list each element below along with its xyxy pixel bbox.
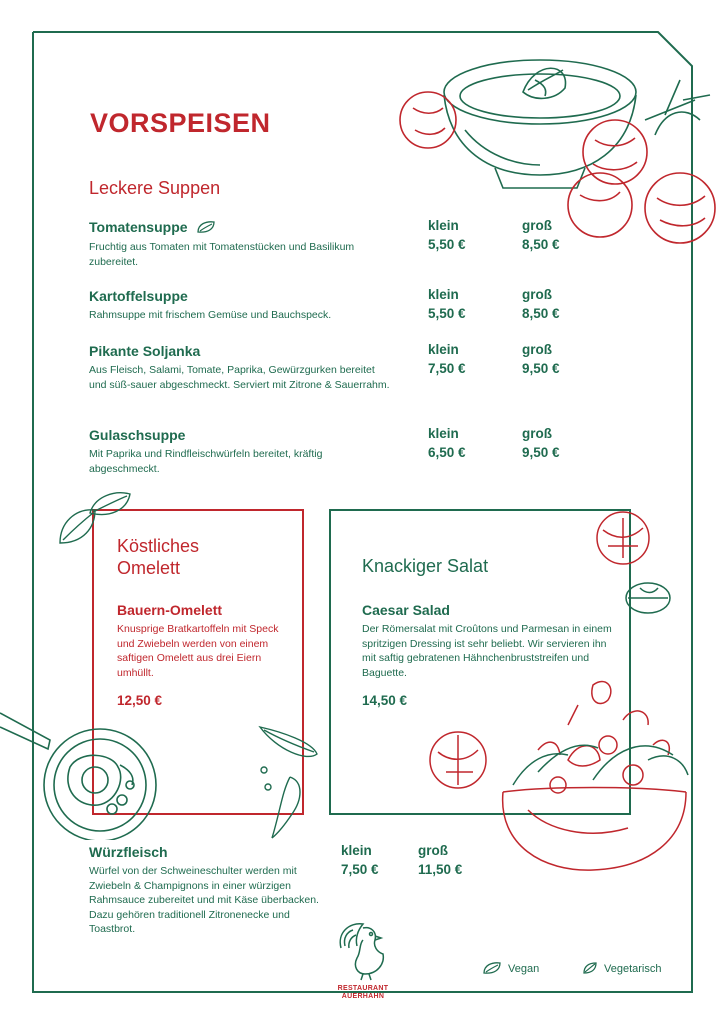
dish-description: Würfel von der Schweineschulter werden mit Zwiebeln & Champignons in einer würzigen Rahmsauce zubereitet und mit Käse überbacken. Dazu gehören traditionell Zitronenecke und Toastbrot. [89, 865, 319, 936]
label-small: klein [428, 218, 459, 233]
auerhahn-logo [333, 918, 393, 982]
heading-line: Köstliches [117, 536, 200, 556]
legend-vegetarian-label: Vegetarisch [604, 963, 662, 975]
label-large: groß [522, 287, 552, 302]
price-large: 9,50 € [522, 361, 560, 376]
logo-text [323, 985, 403, 1001]
garlic-chili-illustration [252, 722, 327, 842]
price-large: 8,50 € [522, 237, 560, 252]
legend-vegan-label: Vegan [508, 963, 540, 975]
logo-line-restaurant: RESTAURANT [337, 985, 389, 992]
price-small: 7,50 € [341, 862, 379, 877]
basil-illustration [55, 488, 135, 553]
price-large: 11,50 € [418, 862, 463, 877]
price-large: 8,50 € [522, 306, 560, 321]
price-small: 7,50 € [428, 361, 466, 376]
price-small: 6,50 € [428, 445, 466, 460]
label-large: groß [522, 426, 552, 441]
label-small: klein [428, 342, 459, 357]
vegan-leaf-icon [482, 961, 502, 975]
dish-name: Pikante Soljanka [89, 343, 201, 359]
dish-name: Würzfleisch [89, 844, 168, 860]
label-small: klein [428, 426, 459, 441]
frying-pan-illustration [0, 705, 175, 840]
section-heading-salad: Knackiger Salat [362, 556, 489, 576]
label-large: groß [522, 342, 552, 357]
dish-description: Mit Paprika und Rindfleischwürfeln bereitet, kräftig abgeschmeckt. [89, 448, 323, 475]
label-large: groß [522, 218, 552, 233]
dish-name: Bauern-Omelett [117, 602, 223, 618]
dish-description: Rahmsuppe mit frischem Gemüse und Bauchspeck. [89, 309, 332, 321]
menu-item-kartoffelsuppe [89, 287, 399, 323]
leaf-icon [196, 220, 216, 234]
price: 12,50 € [117, 693, 163, 708]
page-title: VORSPEISEN [90, 108, 271, 138]
dish-description: Der Römersalat mit Croûtons und Parmesan in einem spritzigen Dressing ist sehr beliebt. Wir servieren ihn mit saftig gebratenen Hähnchenbruststreifen und Baguette. [362, 623, 612, 679]
logo-line-auerhahn: AUERHAHN [341, 993, 385, 1000]
price-small: 5,50 € [428, 237, 466, 252]
legend-vegetarian [582, 961, 661, 975]
heading-line: Omelett [117, 558, 181, 578]
menu-item-soljanka [89, 342, 399, 392]
menu-item-tomatensuppe [89, 218, 399, 269]
label-small: klein [428, 287, 459, 302]
section-heading-soups: Leckere Suppen [89, 178, 221, 198]
dish-name: Tomatensuppe [89, 219, 188, 235]
label-small: klein [341, 843, 372, 858]
dish-name: Caesar Salad [362, 602, 450, 618]
dish-name: Gulaschsuppe [89, 427, 186, 443]
vegetarian-leaf-icon [582, 961, 598, 975]
dish-description: Knusprige Bratkartoffeln mit Speck und Zwiebeln werden von einem saftigen Omelett aus drei Eiern umhüllt. [117, 623, 279, 679]
dish-description: Aus Fleisch, Salami, Tomate, Paprika, Gewürzgurken bereitet und süß-sauer abgeschmeckt. Serviert mit Zitrone & Sauerrahm. [89, 364, 390, 391]
salad-bowl-illustration [418, 510, 693, 885]
price-small: 5,50 € [428, 306, 466, 321]
price-large: 9,50 € [522, 445, 560, 460]
dish-name: Kartoffelsuppe [89, 288, 188, 304]
label-large: groß [418, 843, 448, 858]
price: 14,50 € [362, 693, 408, 708]
legend-vegan [482, 961, 539, 975]
menu-item-gulaschsuppe [89, 426, 399, 476]
dish-description: Fruchtig aus Tomaten mit Tomatenstücken und Basilikum zubereitet. [89, 241, 355, 268]
